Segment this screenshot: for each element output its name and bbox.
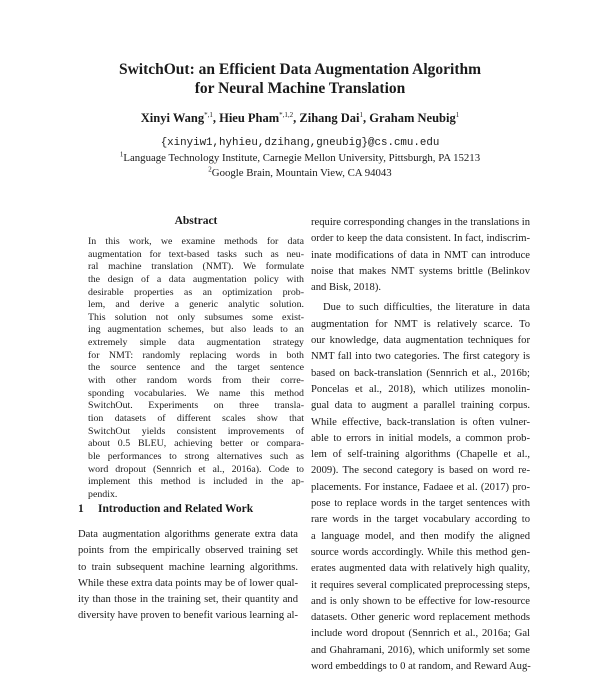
abstract-line: tion datasets of different scales show that: [88, 412, 304, 424]
body-line: require corresponding changes in the translations in: [311, 217, 530, 228]
body-line: Due to such difficulties, the literature in data: [323, 302, 530, 314]
author-affiliation-mark: *,1,2: [279, 110, 294, 119]
intro-line: ity than those in the training set, their quantity and: [78, 594, 298, 606]
abstract-line: about 0.5 BLEU, achieving better or compara-: [88, 438, 304, 450]
paper-title-line-2: for Neural Machine Translation: [194, 80, 406, 97]
abstract-line: word dropout (Sennrich et al., 2016a). Code to: [88, 463, 304, 475]
abstract-body: [88, 236, 304, 501]
body-line: word embeddings to 0 at random, and Reward Aug-: [311, 661, 531, 673]
author-emails: {xinyiw1,hyhieu,dzihang,gneubig}@cs.cmu.edu: [160, 137, 440, 149]
abstract-line: desirable properties as an optimization prob-: [88, 286, 304, 298]
body-line: pose to replace words in the target sentences with: [311, 498, 530, 510]
author-affiliation-mark: 1: [455, 110, 460, 119]
intro-line: diversity have proven to benefit various learning al-: [78, 610, 298, 622]
body-line: a language model, and then modify the aligned: [311, 530, 530, 542]
abstract-line: extremely simple data augmentation strategy: [88, 337, 304, 349]
body-line: erates augmented data with relatively high quality,: [311, 563, 530, 575]
body-line: datasets. Other generic word replacement methods: [311, 612, 530, 624]
author-affiliation-mark: 1: [359, 110, 364, 119]
body-line: augmentation for NMT is relatively scarce. To: [311, 318, 530, 330]
abstract-line: for NMT: randomly replacing words in both: [88, 349, 304, 361]
abstract-line: ing augmentation schemes, but also leads to an: [88, 324, 304, 336]
author-affiliation-mark: *,1: [204, 110, 213, 119]
body-line: order to keep the data consistent. In fact, indiscrim-: [311, 233, 530, 245]
affiliation-mark: 2: [208, 165, 212, 174]
abstract-line: SwitchOut yields consistent improvements of: [88, 425, 304, 437]
paper-title-line-1: SwitchOut: an Efficient Data Augmentation Algorithm: [118, 61, 482, 78]
author-name: Graham Neubig: [369, 111, 456, 125]
abstract-line: implement this method is included in the ap-: [88, 476, 304, 488]
author-name: Xinyi Wang: [140, 111, 205, 125]
body-line: gual data to augment a parallel training corpus.: [311, 400, 530, 412]
abstract-line: In this work, we examine methods for data: [88, 236, 304, 247]
abstract-line: ral machine translation (NMT). We formulate: [88, 261, 304, 273]
intro-line: While these extra data points may be of lower qual-: [78, 577, 298, 589]
abstract-line: with other random words from their corre-: [88, 375, 304, 387]
body-line: based on back-translation (Sennrich et al., 2016b;: [311, 367, 530, 379]
body-line: inate modifications of data in NMT can introduce: [311, 249, 530, 261]
affiliation-2: [60, 167, 540, 179]
section-heading: [78, 503, 253, 515]
abstract-line: the source sentence and the target sentence: [88, 362, 304, 374]
author-name: Hieu Pham: [219, 111, 280, 125]
abstract-line: ble performances to strong alternatives such as: [88, 450, 304, 462]
body-line: our knowledge, data augmentation techniques for: [311, 335, 530, 347]
body-line: placements. For instance, Fadaee et al. (2017) pro-: [311, 481, 530, 493]
body-line: source words accordingly. While this method gen-: [311, 546, 530, 558]
body-line: able to errors in initial models, a common prob-: [311, 432, 530, 444]
body-line: noise that makes NMT systems brittle (Belinkov: [311, 265, 530, 277]
body-line: 2009). The second category is based on word re-: [311, 465, 530, 477]
affiliation-text: Language Technology Institute, Carnegie Mellon University, Pittsburgh, PA 15213: [123, 152, 481, 164]
affiliation-1: [60, 152, 540, 164]
intro-line: to train subsequent machine learning algorithms.: [78, 561, 298, 573]
intro-line: Data augmentation algorithms generate extra data: [78, 529, 298, 540]
affiliation-mark: 1: [119, 150, 124, 159]
body-line: Poncelas et al., 2018), which utilizes monolin-: [311, 383, 530, 395]
body-line: NMT fall into two categories. The first category is: [311, 351, 530, 363]
body-line: While effective, back-translation is often vulner-: [311, 416, 530, 428]
body-line: and Ghahramani, 2016), which uniformly set some: [311, 644, 530, 656]
abstract-line: augmentation for text-based tasks such as neu-: [88, 248, 304, 260]
body-line: it requires several complicated preprocessing steps,: [311, 579, 530, 591]
intro-line: points from the empirically observed training set: [78, 545, 298, 557]
abstract-line: pendix.: [88, 488, 118, 500]
right-column-body: [311, 215, 530, 675]
body-line: include word dropout (Sennrich et al., 2016a; Gal: [311, 628, 530, 640]
author-name: Zihang Dai: [299, 111, 360, 125]
abstract-line: This solution not only subsumes some exist-: [88, 311, 304, 323]
author-list: Xinyi Wang$^{*,1}$, Hieu Pham$^{*,1,2}$, Zihang Dai$^1$, Graham Neubig$^1$: [140, 110, 460, 125]
abstract-line: the design of a data augmentation policy with: [88, 273, 304, 285]
body-line: and is only shown to be effective for low-resource: [311, 595, 530, 607]
section-title: Introduction and Related Work: [98, 503, 254, 515]
abstract-heading: Abstract: [174, 215, 218, 227]
introduction-body: [78, 527, 298, 625]
abstract-line: sponding vocabularies. We name this method: [88, 387, 304, 399]
body-line: and Bisk, 2018).: [311, 282, 382, 294]
abstract-line: lem, and derive a generic analytic solution.: [88, 299, 304, 311]
affiliation-text: Google Brain, Mountain View, CA 94043: [211, 167, 392, 179]
abstract-line: SwitchOut. Experiments on three transla-: [88, 400, 304, 412]
body-line: rare words in the target vocabulary according to: [311, 514, 530, 526]
section-number: 1: [78, 503, 84, 515]
body-line: lem of self-training algorithms (Chapelle et al.,: [311, 449, 530, 461]
